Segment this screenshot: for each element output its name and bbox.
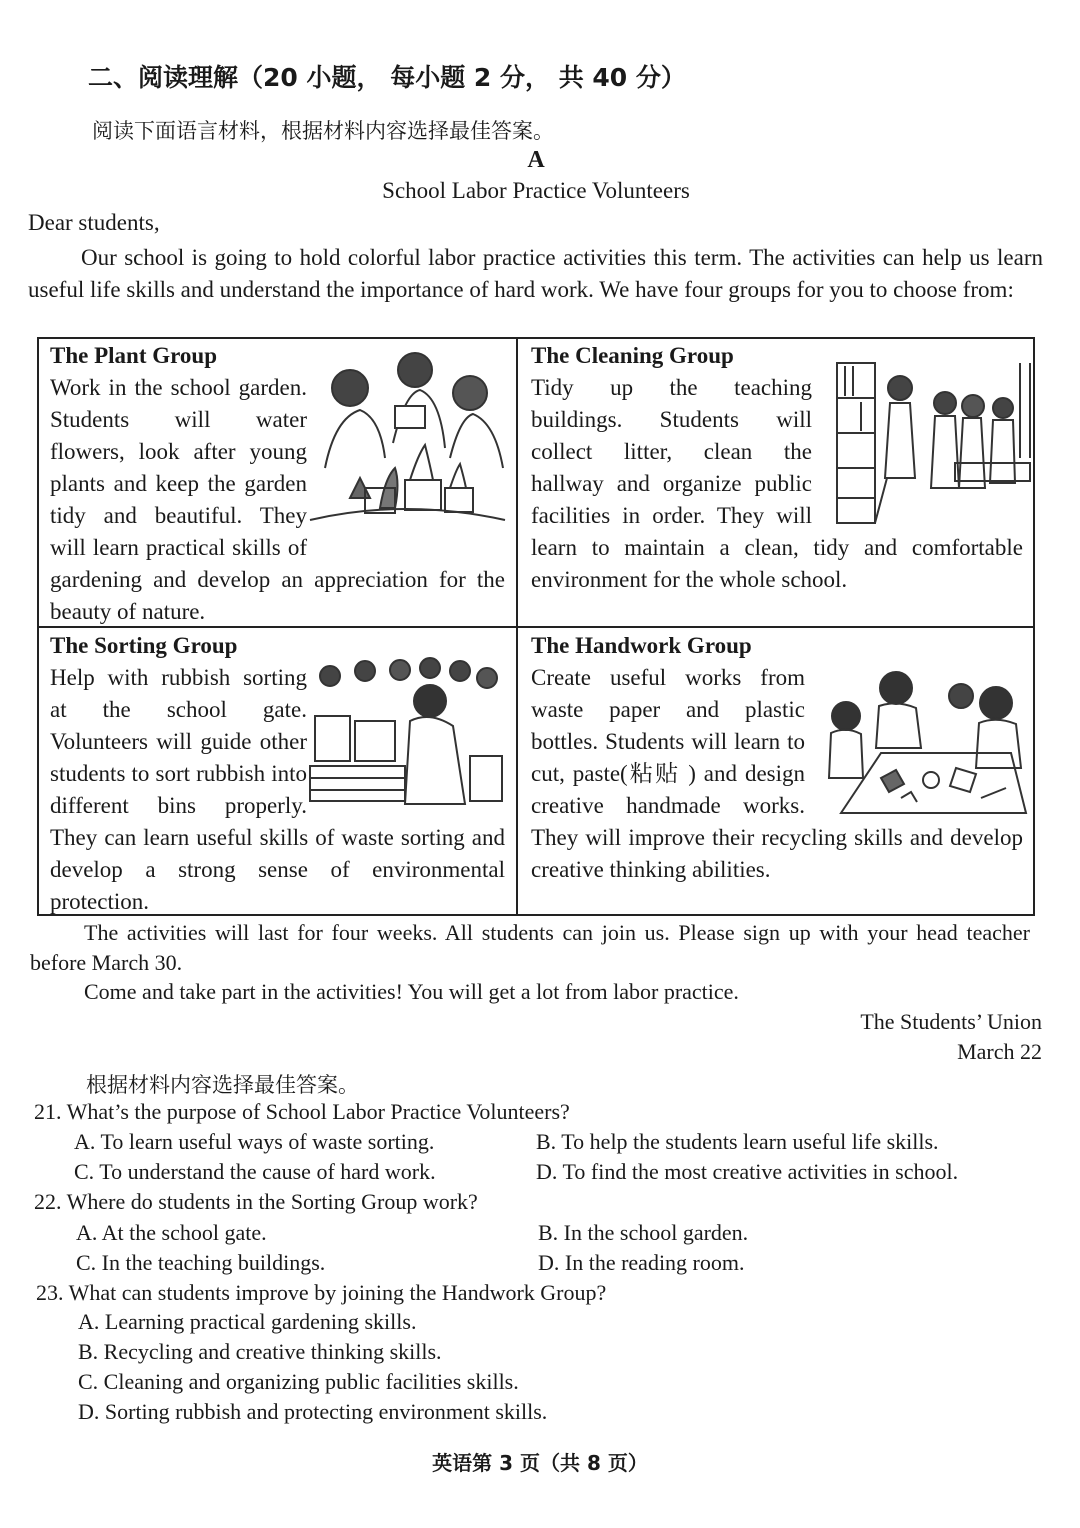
question-option: D. Sorting rubbish and protecting environment skills. — [78, 1399, 548, 1424]
intro-paragraph: Our school is going to hold colorful labor practice activities this term. The activities can help us learn useful life skills and understand the importance of hard work. We have four groups for you to choose from: — [28, 245, 1043, 302]
section-title: 二、阅读理解（20 小题， 每小题 2 分， 共 40 分） — [88, 63, 686, 92]
question-option: C. Cleaning and organizing public facilities skills. — [78, 1369, 519, 1394]
plant-group-cell — [50, 340, 505, 628]
question-option: D. In the reading room. — [538, 1250, 745, 1275]
handwork-group-illustration — [821, 668, 1031, 824]
sorting-group-illustration — [305, 656, 505, 812]
cleaning-group-cell — [531, 340, 1023, 596]
cleaning-group-illustration — [835, 358, 1035, 532]
plant-group-illustration — [305, 348, 510, 530]
passage-letter: A — [527, 147, 545, 173]
salutation: Dear students, — [28, 210, 160, 235]
plant-group-title: The Plant Group — [50, 343, 217, 368]
page-footer: 英语第 3 页（共 8 页） — [432, 1451, 648, 1475]
cleaning-group-text: Tidy up the teaching buildings. Students will collect litter, clean the hallway and organize public facilities in order. They will learn to maintain a clean, tidy and comfortable environment for the whole school. — [531, 375, 1023, 592]
question-option: C. To understand the cause of hard work. — [74, 1159, 436, 1184]
question-option: C. In the teaching buildings. — [76, 1250, 326, 1275]
question-stem: 22. Where do students in the Sorting Group work? — [34, 1189, 478, 1214]
questions-instruction: 根据材料内容选择最佳答案。 — [86, 1073, 359, 1097]
sorting-group-text: Help with rubbish sorting at the school gate. Volunteers will guide other students to sort rubbish into different bins properly. They can learn useful skills of waste sorting and develop a strong sense of environmental protection. — [50, 665, 505, 914]
question-option: B. To help the students learn useful life skills. — [536, 1129, 939, 1154]
question-option: A. To learn useful ways of waste sorting. — [74, 1129, 435, 1154]
question-stem: 23. What can students improve by joining the Handwork Group? — [36, 1280, 607, 1305]
handwork-group-title: The Handwork Group — [531, 633, 752, 658]
question-option: A. At the school gate. — [76, 1220, 267, 1245]
cleaning-group-title: The Cleaning Group — [531, 343, 734, 368]
handwork-group-text: Create useful works from waste paper and plastic bottles. Students will learn to cut, paste(粘贴 ) and design creative handmade works. They will improve their recycling skills and develop creative thinking abilities. — [531, 665, 1023, 882]
signature: The Students’ Union — [860, 1009, 1042, 1034]
closing-paragraph: The activities will last for four weeks. All students can join us. Please sign up with your head teacher before March 30. — [30, 920, 1030, 975]
question-option: D. To find the most creative activities in school. — [536, 1159, 959, 1184]
letter-date: March 22 — [957, 1039, 1042, 1064]
question-stem: 21. What’s the purpose of School Labor Practice Volunteers? — [34, 1099, 570, 1124]
handwork-group-cell — [531, 630, 1023, 886]
question-option: A. Learning practical gardening skills. — [78, 1309, 417, 1334]
question-option: B. Recycling and creative thinking skills. — [78, 1339, 442, 1364]
passage-title: School Labor Practice Volunteers — [382, 178, 690, 203]
section-instruction: 阅读下面语言材料，根据材料内容选择最佳答案。 — [92, 119, 554, 143]
question-option: B. In the school garden. — [538, 1220, 749, 1245]
sorting-group-cell — [50, 630, 505, 918]
closing-invitation: Come and take part in the activities! You will get a lot from labor practice. — [84, 979, 739, 1004]
sorting-group-title: The Sorting Group — [50, 633, 238, 658]
plant-group-text: Work in the school garden. Students will water flowers, look after young plants and keep the garden tidy and beautiful. They will learn practical skills of gardening and develop an appreciation for the beauty of nature. — [50, 375, 505, 624]
